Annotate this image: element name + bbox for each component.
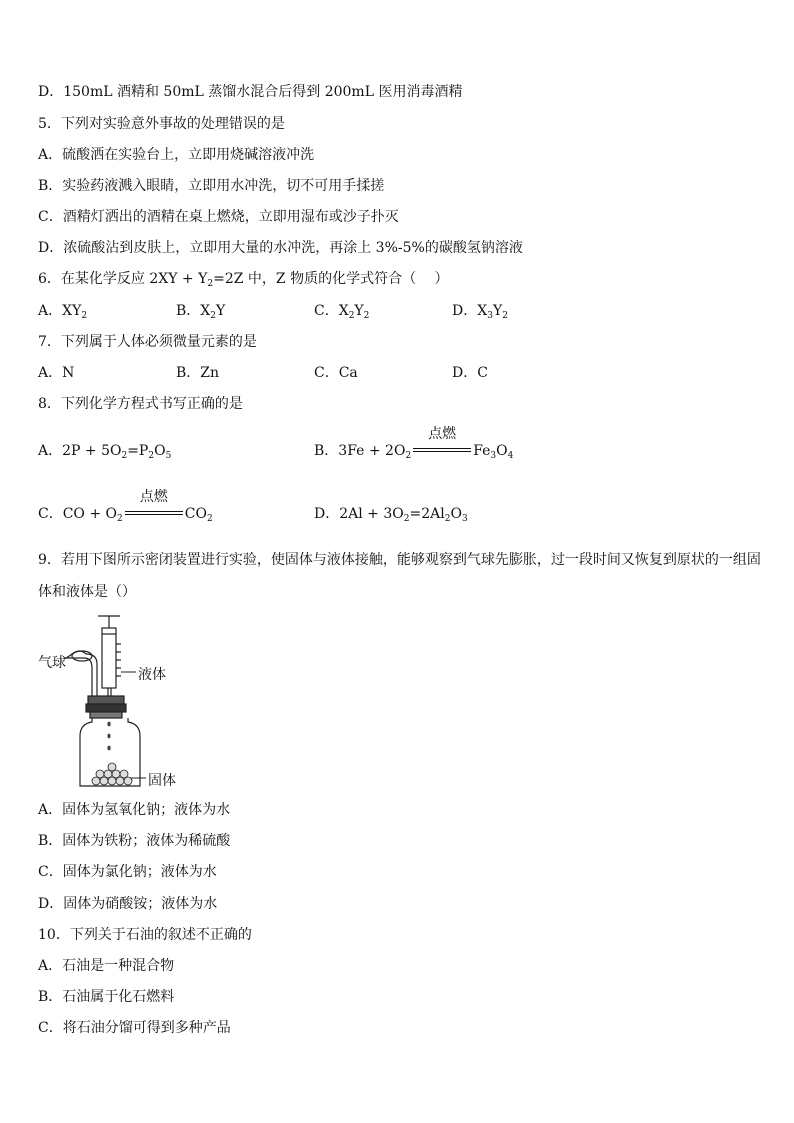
q5-stem: 5．下列对实验意外事故的处理错误的是 [38, 116, 285, 132]
liquid-drops [107, 722, 110, 751]
q6-option-a: A．$XY_2$ [38, 303, 88, 321]
q9-option-a: A．固体为氢氧化钠；液体为水 [38, 802, 231, 818]
q8-option-a: A．$2P + 5O_2=P_2O_5$ [38, 443, 172, 461]
reaction-arrow-ignite: 点燃 [123, 505, 185, 523]
q5-option-c: C．酒精灯洒出的酒精在桌上燃烧，立即用湿布或沙子扑灭 [38, 209, 399, 225]
q6-option-d: D．$X_3Y_2$ [452, 303, 508, 321]
q9-option-c: C．固体为氯化钠；液体为水 [38, 864, 217, 880]
q9-stem-line1: 9．若用下图所示密闭装置进行实验，使固体与液体接触，能够观察到气球先膨胀，过一段时间又恢复到原状的一组固 [38, 552, 761, 568]
apparatus-figure [36, 614, 196, 794]
q10-option-c: C．将石油分馏可得到多种产品 [38, 1020, 231, 1036]
q10-stem: 10．下列关于石油的叙述不正确的 [38, 927, 252, 943]
q5-option-a: A．硫酸洒在实验台上，立即用烧碱溶液冲洗 [38, 147, 315, 163]
q4-option-d: D．150mL 酒精和 50mL 蒸馏水混合后得到 200mL 医用消毒酒精 [38, 84, 463, 100]
q9-option-b: B．固体为铁粉；液体为稀硫酸 [38, 833, 231, 849]
q8-option-c: C．CO + $O_2$ 点燃 $CO_2$ [38, 489, 213, 524]
q7-option-b: B．Zn [176, 365, 220, 381]
balloon [64, 651, 97, 696]
q7-option-c: C．Ca [314, 365, 358, 381]
reaction-arrow-ignite: 点燃 [411, 442, 473, 460]
q5-option-b: B．实验药液溅入眼睛，立即用水冲洗，切不可用手揉搓 [38, 178, 385, 194]
q9-stem-line2: 体和液体是（） [38, 584, 136, 600]
q6-option-c: C．$X_2Y_2$ [314, 303, 370, 321]
q6-option-b: B．$X_2Y$ [176, 303, 226, 321]
q8-option-d: D．$2Al + 3O_2=2Al_2O_3$ [314, 506, 468, 524]
q8-option-b: B．$3Fe + 2O_2$ 点燃 $Fe_3O_4$ [314, 426, 514, 461]
q7-stem: 7．下列属于人体必须微量元素的是 [38, 334, 257, 350]
q10-option-a: A．石油是一种混合物 [38, 958, 175, 974]
q5-option-d: D．浓硫酸沾到皮肤上，立即用大量的水冲洗，再涂上 3%-5%的碳酸氢钠溶液 [38, 240, 523, 256]
q7-option-a: A．N [38, 365, 75, 381]
label-balloon: 气球 [38, 655, 66, 671]
label-solid: 固体 [148, 773, 176, 789]
stopper [86, 696, 126, 718]
q8-stem: 8．下列化学方程式书写正确的是 [38, 396, 243, 412]
label-liquid: 液体 [138, 667, 166, 683]
q9-option-d: D．固体为硝酸铵；液体为水 [38, 896, 218, 912]
q7-option-d: D．C [452, 365, 488, 381]
solid-pellets [92, 763, 132, 785]
q10-option-b: B．石油属于化石燃料 [38, 989, 175, 1005]
q6-stem: 6．在某化学反应 $2XY + Y_2=2Z$ 中，Z 物质的化学式符合（ ） [38, 271, 449, 289]
